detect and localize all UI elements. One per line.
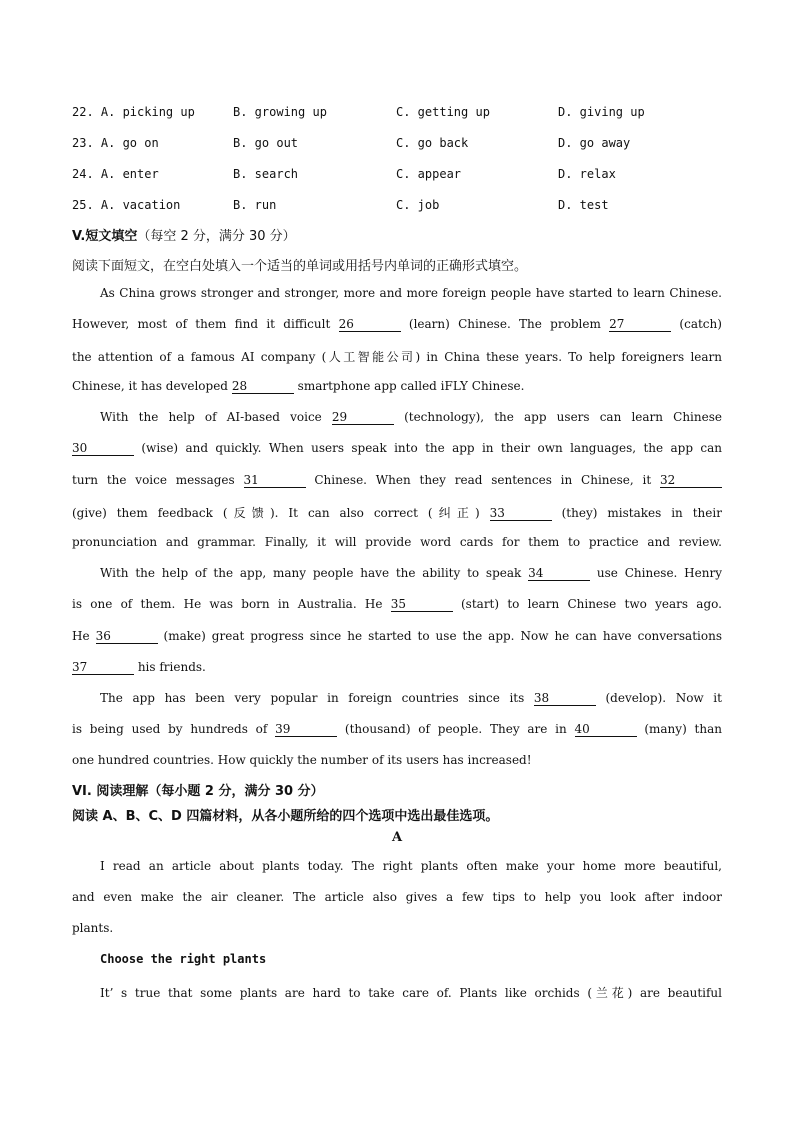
blank-26: 26 xyxy=(339,318,401,332)
blank-35: 35 xyxy=(391,598,453,612)
option-row-25 xyxy=(72,198,732,218)
option-23-a: 23. A. go on xyxy=(72,136,159,150)
text-segment: is one of them. He was born in Australia. He xyxy=(72,597,383,611)
option-22-b: B. growing up xyxy=(233,105,327,119)
blank-34: 34 xyxy=(528,567,590,581)
option-row-23 xyxy=(72,136,732,156)
section-5-score: （每空 2 分，满分 30 分） xyxy=(137,229,296,244)
text-segment: is being used by hundreds of xyxy=(72,722,268,736)
text-segment: (catch) xyxy=(679,317,722,331)
blank-31: 31 xyxy=(244,474,306,488)
text-segment: (learn) Chinese. The problem xyxy=(408,317,601,331)
text-segment: Chinese. When they read sentences in Chinese, it xyxy=(314,473,652,487)
passage-a-line4: It’ s true that some plants are hard to take care of. Plants like orchids (兰花) are beautiful xyxy=(100,986,722,1000)
option-22-a: 22. A. picking up xyxy=(72,105,195,119)
passage-p1-line2 xyxy=(72,317,722,337)
text-segment: (thousand) of people. They are in xyxy=(344,722,567,736)
option-25-c: C. job xyxy=(396,198,440,212)
option-row-24 xyxy=(72,167,732,187)
passage-p4-line3: one hundred countries. How quickly the number of its users has increased! xyxy=(72,753,532,767)
passage-p2-line5: pronunciation and grammar. Finally, it will provide word cards for them to practice and review. xyxy=(72,535,722,549)
text-segment: (many) than xyxy=(644,722,722,736)
text-segment: He xyxy=(72,629,90,643)
option-25-b: B. run xyxy=(233,198,277,212)
text-segment: With the help of AI-based voice xyxy=(100,410,322,424)
passage-p1-line3: the attention of a famous AI company (人工智能公司) in China these years. To help foreigners learn xyxy=(72,350,722,364)
passage-p4-line1 xyxy=(100,691,722,711)
option-22-c: C. getting up xyxy=(396,105,490,119)
passage-p1-line4 xyxy=(72,379,722,399)
blank-39: 39 xyxy=(275,723,337,737)
passage-a-line3: plants. xyxy=(72,921,114,935)
passage-a-line1: I read an article about plants today. The right plants often make your home more beautiful, xyxy=(100,859,722,873)
option-25-a: 25. A. vacation xyxy=(72,198,181,212)
passage-a-line2: and even make the air cleaner. The article also gives a few tips to help you look after indoor xyxy=(72,890,722,904)
option-24-b: B. search xyxy=(233,167,299,181)
passage-p3-line2 xyxy=(72,597,722,617)
option-24-c: C. appear xyxy=(396,167,462,181)
text-segment: turn the voice messages xyxy=(72,473,235,487)
section-5-instruction: 阅读下面短文，在空白处填入一个适当的单词或用括号内单词的正确形式填空。 xyxy=(72,259,528,274)
option-24-d: D. relax xyxy=(558,167,616,181)
option-23-b: B. go out xyxy=(233,136,299,150)
blank-40: 40 xyxy=(575,723,637,737)
passage-p1-line1: As China grows stronger and stronger, more and more foreign people have started to learn Chinese. xyxy=(100,286,722,300)
blank-27: 27 xyxy=(609,318,671,332)
text-segment: (they) mistakes in their xyxy=(561,506,722,520)
blank-36: 36 xyxy=(96,630,158,644)
blank-29: 29 xyxy=(332,411,394,425)
blank-37: 37 xyxy=(72,661,134,675)
passage-p3-line4 xyxy=(72,660,722,680)
section-5-title-text: V.短文填空 xyxy=(72,229,138,244)
option-23-d: D. go away xyxy=(558,136,631,150)
text-segment: smartphone app called iFLY Chinese. xyxy=(297,379,525,393)
section-6-title-text: VI. 阅读理解 xyxy=(72,784,149,799)
text-segment: (wise) and quickly. When users speak into the app in their own languages, the app can xyxy=(141,441,722,455)
passage-a-subheading: Choose the right plants xyxy=(100,952,267,966)
blank-38: 38 xyxy=(534,692,596,706)
passage-p4-line2 xyxy=(72,722,722,742)
passage-p2-line1 xyxy=(100,410,722,430)
option-25-d: D. test xyxy=(558,198,609,212)
text-segment: (develop). Now it xyxy=(605,691,722,705)
text-segment: With the help of the app, many people have the ability to speak xyxy=(100,566,522,580)
option-row-22 xyxy=(72,105,732,125)
passage-p3-line1 xyxy=(100,566,722,586)
text-segment: Chinese, it has developed xyxy=(72,379,228,393)
text-segment: use Chinese. Henry xyxy=(596,566,722,580)
text-segment: (start) to learn Chinese two years ago. xyxy=(461,597,722,611)
section-6-score: （每小题 2 分，满分 30 分） xyxy=(148,784,324,799)
text-segment: The app has been very popular in foreign countries since its xyxy=(100,691,525,705)
passage-p2-line4 xyxy=(72,504,722,524)
section-6-title xyxy=(72,780,324,799)
passage-p2-line3 xyxy=(72,473,722,493)
passage-a-heading: A xyxy=(392,830,403,845)
blank-33: 33 xyxy=(490,507,552,521)
blank-30: 30 xyxy=(72,442,134,456)
blank-32: 32 xyxy=(660,474,722,488)
text-segment: his friends. xyxy=(137,660,206,674)
text-segment: (technology), the app users can learn Chinese xyxy=(404,410,722,424)
option-24-a: 24. A. enter xyxy=(72,167,159,181)
passage-p2-line2 xyxy=(72,441,722,461)
option-23-c: C. go back xyxy=(396,136,469,150)
text-segment: However, most of them find it difficult xyxy=(72,317,331,331)
text-segment: (give) them feedback (反馈). It can also correct (纠正) xyxy=(72,506,480,520)
blank-28: 28 xyxy=(232,380,294,394)
section-5-title xyxy=(72,225,296,244)
text-segment: (make) great progress since he started to use the app. Now he can have conversations xyxy=(163,629,722,643)
passage-p3-line3 xyxy=(72,629,722,649)
option-22-d: D. giving up xyxy=(558,105,645,119)
section-6-instruction: 阅读 A、B、C、D 四篇材料，从各小题所给的四个选项中选出最佳选项。 xyxy=(72,809,499,824)
